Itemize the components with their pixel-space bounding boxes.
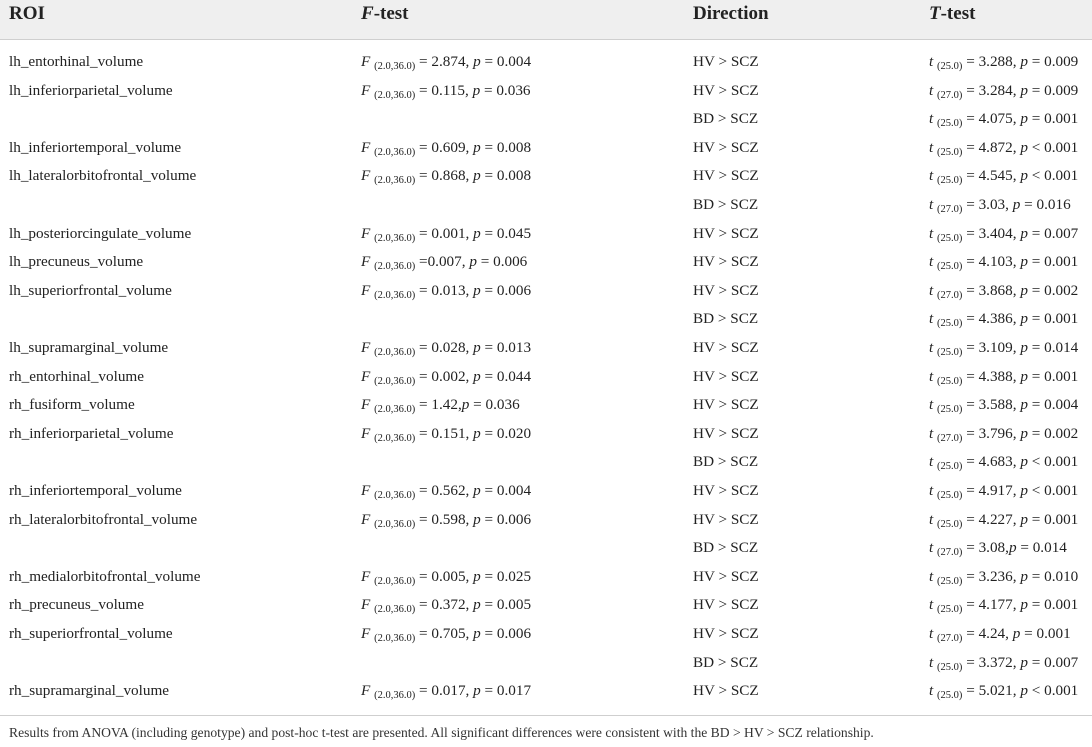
table-row	[0, 77, 1092, 106]
t-test-cell: t $_{(25.0)}$ = 4.386, p = 0.001	[929, 310, 1079, 330]
t-value: = 3.868,	[962, 281, 1021, 299]
t-value: = 3.284,	[962, 81, 1021, 99]
header-f-letter: F	[361, 3, 374, 24]
f-df: (2.0,36.0)	[374, 633, 416, 644]
t-df: (25.0)	[937, 61, 963, 72]
t-p-value: = 0.010	[1027, 567, 1079, 585]
t-df: (25.0)	[937, 375, 963, 387]
t-value: = 5.021,	[962, 682, 1021, 700]
f-p-value: = 0.008	[480, 167, 532, 185]
f-p-value: = 0.036	[469, 396, 520, 414]
t-test-cell: t $_{(25.0)}$ = 3.372, p = 0.007	[929, 653, 1079, 673]
f-value: =0.007,	[415, 253, 470, 271]
f-df: (2.0,36.0)	[374, 146, 416, 158]
t-test-cell: t $_{(25.0)}$ = 4.177, p = 0.001	[929, 596, 1079, 616]
f-value: = 0.017,	[415, 682, 474, 700]
t-value: = 4.917,	[962, 482, 1021, 499]
direction-cell: BD > SCZ	[693, 310, 759, 328]
direction-cell: HV > SCZ	[693, 625, 759, 642]
t-df: (27.0)	[937, 633, 963, 644]
direction-cell: BD > SCZ	[693, 196, 759, 213]
f-test-cell: F $_{(2.0,36.0)}$ = 0.598, p = 0.006	[361, 510, 532, 530]
f-p-value: = 0.006	[480, 625, 532, 642]
f-test-cell: F $_{(2.0,36.0)}$ = 0.013, p = 0.006	[361, 281, 532, 301]
direction-cell: HV > SCZ	[693, 682, 759, 700]
t-p-value: = 0.001	[1027, 110, 1079, 128]
footer-divider	[0, 715, 1092, 716]
roi-cell: lh_posteriorcingulate_volume	[9, 224, 192, 242]
t-test-cell: t $_{(25.0)}$ = 4.388, p = 0.001	[929, 367, 1079, 387]
f-p-value: = 0.005	[480, 596, 532, 614]
t-value: = 3.288,	[962, 53, 1021, 70]
t-test-cell: t $_{(27.0)}$ = 3.796, p = 0.002	[929, 424, 1079, 444]
table-row	[0, 620, 1092, 649]
table-row	[0, 220, 1092, 249]
t-df: (25.0)	[937, 232, 963, 244]
f-value: = 0.151,	[415, 424, 474, 442]
table-row	[0, 48, 1092, 77]
roi-cell: rh_fusiform_volume	[9, 396, 135, 414]
f-p-value: = 0.013	[480, 339, 532, 356]
table-footnote: Results from ANOVA (including genotype) and post-hoc t-test are presented. All significant differences were consistent with the BD > HV > SCZ relationship.	[9, 725, 874, 740]
direction-cell: HV > SCZ	[693, 339, 759, 356]
header-t-test	[929, 3, 975, 25]
f-p-value: = 0.004	[480, 482, 532, 499]
table-row	[0, 334, 1092, 363]
roi-cell: rh_entorhinal_volume	[9, 367, 144, 385]
f-test-cell: F $_{(2.0,36.0)}$ = 0.028, p = 0.013	[361, 339, 532, 358]
f-test-cell: F $_{(2.0,36.0)}$ = 0.562, p = 0.004	[361, 482, 532, 501]
f-p-value: = 0.006	[480, 281, 532, 299]
direction-cell: HV > SCZ	[693, 138, 759, 156]
table-row	[0, 677, 1092, 706]
f-df: (2.0,36.0)	[374, 404, 416, 416]
f-df: (2.0,36.0)	[374, 175, 416, 187]
direction-cell: BD > SCZ	[693, 110, 759, 128]
header-direction: Direction	[693, 3, 769, 24]
f-value: = 0.598,	[415, 510, 474, 528]
f-p-value: = 0.044	[480, 367, 532, 385]
f-value: = 0.028,	[415, 339, 474, 356]
header-t-suffix: -test	[940, 3, 976, 24]
direction-cell: HV > SCZ	[693, 510, 759, 528]
table-row	[0, 448, 1092, 477]
t-df: (25.0)	[937, 261, 963, 273]
t-p-value: = 0.002	[1027, 281, 1079, 299]
t-p-value: = 0.001	[1027, 596, 1079, 614]
t-value: = 3.372,	[962, 653, 1021, 671]
f-test-cell: F $_{(2.0,36.0)}$ = 1.42,p = 0.036	[361, 396, 520, 416]
f-value: = 0.002,	[415, 367, 474, 385]
direction-cell: HV > SCZ	[693, 167, 759, 185]
f-test-cell: F $_{(2.0,36.0)}$ = 0.001, p = 0.045	[361, 224, 532, 244]
t-p-value: = 0.009	[1027, 81, 1079, 99]
t-value: = 4.227,	[962, 510, 1021, 528]
direction-cell: HV > SCZ	[693, 53, 759, 70]
t-df: (25.0)	[937, 661, 963, 673]
t-test-cell: t $_{(25.0)}$ = 3.588, p = 0.004	[929, 396, 1079, 416]
table-row	[0, 391, 1092, 420]
direction-cell: HV > SCZ	[693, 596, 759, 614]
table-row	[0, 534, 1092, 563]
f-test-cell: F $_{(2.0,36.0)}$ = 0.017, p = 0.017	[361, 682, 532, 702]
f-value: = 0.372,	[415, 596, 474, 614]
t-df: (27.0)	[937, 432, 963, 444]
roi-cell: lh_inferiorparietal_volume	[9, 81, 173, 99]
f-value: = 0.005,	[415, 567, 474, 585]
table-row	[0, 563, 1092, 592]
t-df: (25.0)	[937, 347, 963, 358]
f-test-cell: F $_{(2.0,36.0)}$ = 0.868, p = 0.008	[361, 167, 532, 187]
f-df: (2.0,36.0)	[374, 375, 416, 387]
t-test-cell: t $_{(25.0)}$ = 4.872, p < 0.001	[929, 138, 1079, 158]
direction-cell: HV > SCZ	[693, 253, 759, 271]
direction-cell: HV > SCZ	[693, 281, 759, 299]
table-row	[0, 305, 1092, 334]
t-value: = 3.404,	[962, 224, 1021, 242]
roi-cell: rh_lateralorbitofrontal_volume	[9, 510, 198, 528]
t-p-value: = 0.001	[1027, 510, 1079, 528]
f-df: (2.0,36.0)	[374, 518, 416, 530]
f-test-cell: F $_{(2.0,36.0)}$ = 0.372, p = 0.005	[361, 596, 532, 616]
f-test-cell: F $_{(2.0,36.0)}$ = 0.005, p = 0.025	[361, 567, 532, 587]
t-df: (25.0)	[937, 146, 963, 158]
f-df: (2.0,36.0)	[374, 232, 416, 244]
t-p-value: = 0.004	[1027, 396, 1079, 414]
t-df: (25.0)	[937, 604, 963, 616]
f-df: (2.0,36.0)	[374, 89, 416, 101]
direction-cell: HV > SCZ	[693, 367, 759, 385]
f-p-value: = 0.045	[480, 224, 532, 242]
t-p-value: = 0.009	[1027, 53, 1079, 70]
f-value: = 0.609,	[415, 138, 474, 156]
t-test-cell: t $_{(25.0)}$ = 4.103, p = 0.001	[929, 253, 1079, 273]
roi-cell: lh_precuneus_volume	[9, 253, 144, 271]
t-test-cell: t $_{(25.0)}$ = 3.404, p = 0.007	[929, 224, 1079, 244]
f-p-value: = 0.006	[476, 253, 528, 271]
roi-cell: rh_precuneus_volume	[9, 596, 144, 614]
f-value: = 0.001,	[415, 224, 474, 242]
direction-cell: BD > SCZ	[693, 453, 759, 471]
f-test-cell: F $_{(2.0,36.0)}$ = 0.002, p = 0.044	[361, 367, 532, 387]
roi-cell: lh_superiorfrontal_volume	[9, 281, 172, 299]
table-row	[0, 162, 1092, 191]
t-df: (27.0)	[937, 289, 963, 301]
f-p-value: = 0.006	[480, 510, 532, 528]
t-p-value: = 0.001	[1020, 625, 1071, 642]
t-df: (25.0)	[937, 461, 963, 473]
t-test-cell: t $_{(25.0)}$ = 4.683, p < 0.001	[929, 453, 1079, 473]
t-value: = 4.388,	[962, 367, 1021, 385]
t-df: (25.0)	[937, 318, 963, 330]
t-df: (25.0)	[937, 690, 963, 702]
f-df: (2.0,36.0)	[374, 690, 416, 702]
f-p-value: = 0.020	[480, 424, 532, 442]
direction-cell: BD > SCZ	[693, 653, 759, 671]
table-row	[0, 506, 1092, 535]
t-test-cell: t $_{(25.0)}$ = 4.917, p < 0.001	[929, 482, 1079, 501]
t-value: = 4.386,	[962, 310, 1021, 328]
t-df: (25.0)	[937, 575, 963, 587]
f-value: = 0.705,	[415, 625, 474, 642]
f-value: = 0.115,	[415, 81, 473, 99]
t-value: = 4.683,	[962, 453, 1021, 471]
table-row	[0, 134, 1092, 163]
t-p-value: < 0.001	[1027, 682, 1079, 700]
t-value: = 4.24,	[962, 625, 1013, 642]
table-row	[0, 420, 1092, 449]
t-value: = 4.177,	[962, 596, 1021, 614]
t-p-value: = 0.001	[1027, 310, 1079, 328]
table-row	[0, 591, 1092, 620]
t-test-cell: t $_{(27.0)}$ = 3.284, p = 0.009	[929, 81, 1079, 101]
f-p-value: = 0.017	[480, 682, 532, 700]
t-value: = 3.588,	[962, 396, 1021, 414]
f-df: (2.0,36.0)	[374, 261, 416, 273]
t-test-cell: t $_{(27.0)}$ = 3.03, p = 0.016	[929, 196, 1071, 215]
direction-cell: HV > SCZ	[693, 224, 759, 242]
t-df: (27.0)	[937, 89, 963, 101]
t-test-cell: t $_{(25.0)}$ = 4.545, p < 0.001	[929, 167, 1079, 187]
roi-cell: lh_entorhinal_volume	[9, 53, 144, 70]
roi-cell: lh_lateralorbitofrontal_volume	[9, 167, 197, 185]
t-test-cell: t $_{(25.0)}$ = 4.075, p = 0.001	[929, 110, 1079, 130]
t-value: = 3.796,	[962, 424, 1021, 442]
f-p-value: = 0.025	[480, 567, 532, 585]
roi-cell: rh_inferiortemporal_volume	[9, 482, 182, 499]
t-value: = 4.545,	[962, 167, 1021, 185]
t-value: = 3.236,	[962, 567, 1021, 585]
t-p-value: = 0.014	[1027, 339, 1079, 356]
header-t-letter: T	[929, 3, 941, 24]
t-df: (27.0)	[937, 204, 963, 215]
t-p-value: < 0.001	[1027, 138, 1079, 156]
f-test-cell: F $_{(2.0,36.0)}$ = 0.705, p = 0.006	[361, 625, 532, 644]
roi-cell: lh_inferiortemporal_volume	[9, 138, 182, 156]
t-value: = 3.03,	[962, 196, 1013, 213]
direction-cell: HV > SCZ	[693, 482, 759, 499]
f-value: = 1.42,	[415, 396, 462, 414]
table-row	[0, 477, 1092, 506]
t-test-cell: t $_{(27.0)}$ = 3.08,p = 0.014	[929, 539, 1067, 559]
t-p-value: = 0.001	[1027, 253, 1079, 271]
table-row	[0, 649, 1092, 678]
f-p-value: = 0.004	[480, 53, 532, 70]
t-p-value: = 0.014	[1016, 539, 1067, 557]
roi-cell: rh_supramarginal_volume	[9, 682, 169, 700]
f-df: (2.0,36.0)	[374, 575, 416, 587]
t-p-value: = 0.007	[1027, 653, 1079, 671]
f-p-value: = 0.008	[480, 138, 532, 156]
t-df: (27.0)	[937, 547, 963, 559]
f-df: (2.0,36.0)	[374, 289, 416, 301]
t-p-value: = 0.016	[1020, 196, 1071, 213]
direction-cell: BD > SCZ	[693, 539, 759, 557]
t-test-cell: t $_{(27.0)}$ = 3.868, p = 0.002	[929, 281, 1079, 301]
t-value: = 3.109,	[962, 339, 1021, 356]
t-p-value: = 0.007	[1027, 224, 1079, 242]
header-f-suffix: -test	[373, 3, 409, 24]
roi-cell: rh_inferiorparietal_volume	[9, 424, 174, 442]
t-df: (25.0)	[937, 175, 963, 187]
table-row	[0, 105, 1092, 134]
t-df: (25.0)	[937, 490, 963, 501]
t-value: = 4.872,	[962, 138, 1021, 156]
t-value: = 4.075,	[962, 110, 1021, 128]
t-test-cell: t $_{(25.0)}$ = 4.227, p = 0.001	[929, 510, 1079, 530]
direction-cell: HV > SCZ	[693, 81, 759, 99]
header-f-test	[361, 3, 409, 25]
f-value: = 2.874,	[415, 53, 474, 70]
t-df: (25.0)	[937, 518, 963, 530]
f-df: (2.0,36.0)	[374, 347, 416, 358]
t-p-value: = 0.001	[1027, 367, 1079, 385]
table-row	[0, 248, 1092, 277]
roi-cell: rh_medialorbitofrontal_volume	[9, 567, 201, 585]
header-divider	[0, 39, 1092, 40]
f-value: = 0.868,	[415, 167, 474, 185]
table-row	[0, 363, 1092, 392]
t-test-cell: t $_{(25.0)}$ = 3.288, p = 0.009	[929, 53, 1079, 72]
f-df: (2.0,36.0)	[374, 432, 416, 444]
table-row	[0, 191, 1092, 220]
t-value: = 4.103,	[962, 253, 1021, 271]
roi-cell: rh_superiorfrontal_volume	[9, 625, 173, 642]
f-test-cell: F $_{(2.0,36.0)}$ = 0.609, p = 0.008	[361, 138, 532, 158]
t-value: = 3.08,	[962, 539, 1009, 557]
f-df: (2.0,36.0)	[374, 61, 416, 72]
t-test-cell: t $_{(25.0)}$ = 3.236, p = 0.010	[929, 567, 1079, 587]
direction-cell: HV > SCZ	[693, 567, 759, 585]
t-df: (25.0)	[937, 118, 963, 130]
f-df: (2.0,36.0)	[374, 604, 416, 616]
t-test-cell: t $_{(27.0)}$ = 4.24, p = 0.001	[929, 625, 1071, 644]
f-test-cell: F $_{(2.0,36.0)}$ = 0.151, p = 0.020	[361, 424, 532, 444]
f-value: = 0.562,	[415, 482, 474, 499]
t-p-value: < 0.001	[1027, 167, 1079, 185]
t-p-value: < 0.001	[1027, 453, 1079, 471]
t-p-value: = 0.002	[1027, 424, 1079, 442]
f-value: = 0.013,	[415, 281, 474, 299]
t-test-cell: t $_{(25.0)}$ = 3.109, p = 0.014	[929, 339, 1079, 358]
table-row	[0, 277, 1092, 306]
t-p-value: < 0.001	[1027, 482, 1079, 499]
t-df: (25.0)	[937, 404, 963, 416]
t-test-cell: t $_{(25.0)}$ = 5.021, p < 0.001	[929, 682, 1079, 702]
f-test-cell: F $_{(2.0,36.0)}$ =0.007, p = 0.006	[361, 253, 528, 273]
direction-cell: HV > SCZ	[693, 424, 759, 442]
direction-cell: HV > SCZ	[693, 396, 759, 414]
f-p-value: = 0.036	[480, 81, 531, 99]
f-test-cell: F $_{(2.0,36.0)}$ = 2.874, p = 0.004	[361, 53, 532, 72]
roi-cell: lh_supramarginal_volume	[9, 339, 169, 356]
f-test-cell: F $_{(2.0,36.0)}$ = 0.115, p = 0.036	[361, 81, 531, 101]
header-roi: ROI	[9, 3, 45, 24]
f-df: (2.0,36.0)	[374, 490, 416, 501]
